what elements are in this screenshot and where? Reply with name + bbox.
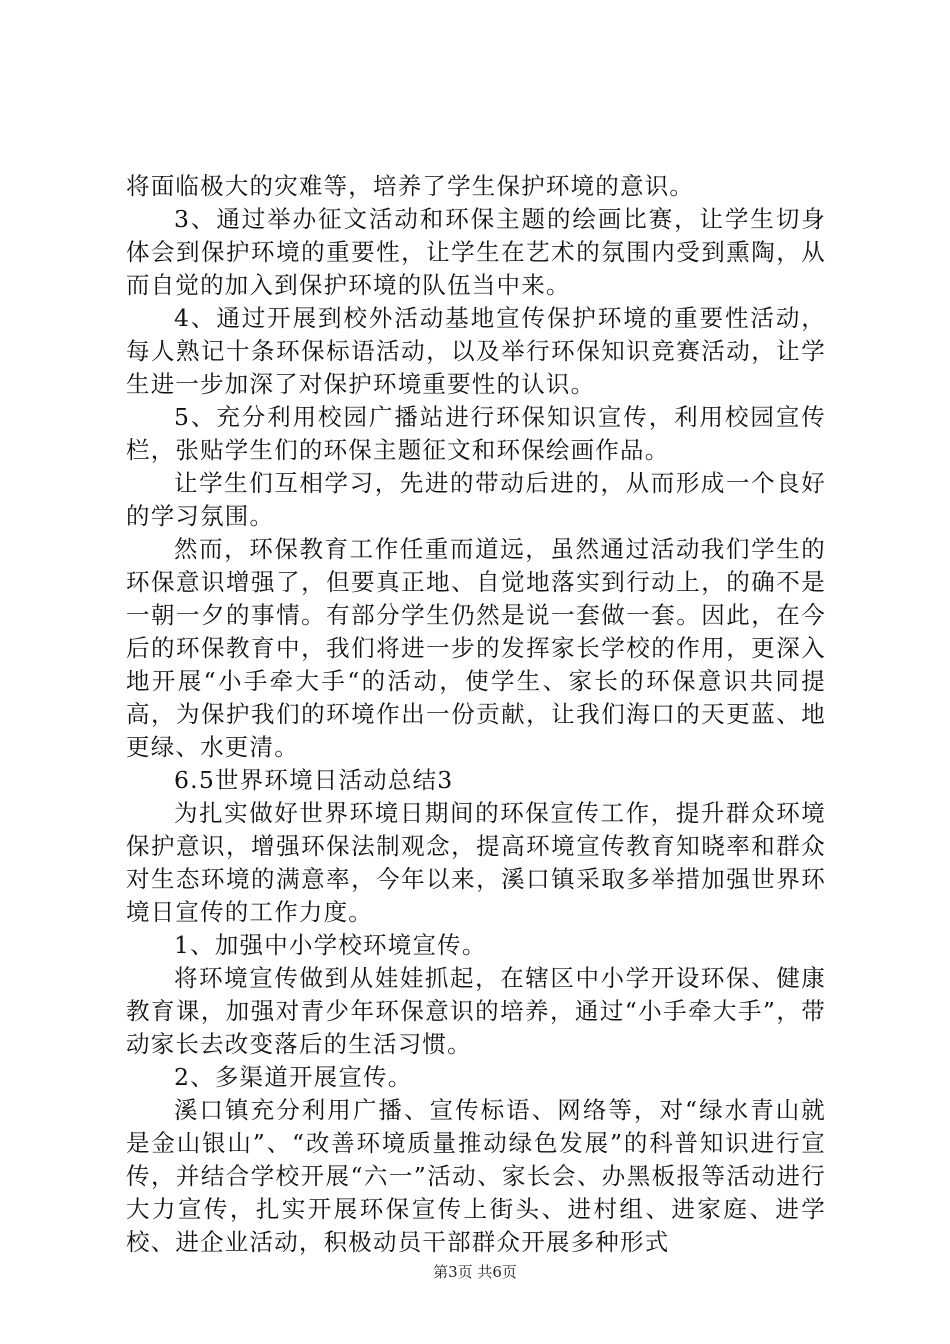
- paragraph-4: 5、充分利用校园广播站进行环保知识宣传，利用校园宣传栏，张贴学生们的环保主题征文和环保绘画作品。: [126, 403, 826, 464]
- paragraph-10: 2、多渠道开展宣传。: [174, 1063, 413, 1091]
- paragraph-9: 将环境宣传做到从娃娃抓起，在辖区中小学开设环保、健康教育课，加强对青少年环保意识的培养，通过“小手牵大手”，带动家长去改变落后的生活习惯。: [126, 964, 826, 1058]
- document-body: [126, 170, 826, 1259]
- paragraph-8: 1、加强中小学校环境宣传。: [174, 931, 487, 959]
- paragraph-11: 溪口镇充分利用广播、宣传标语、网络等，对“绿水青山就是金山银山”、“改善环境质量推动绿色发展”的科普知识进行宣传，并结合学校开展“六一”活动、家长会、办黑板报等活动进行大力宣传，扎实开展环保宣传上街头、进村组、进家庭、进学校、进企业活动，积极动员干部群众开展多种形式: [126, 1096, 826, 1256]
- paragraph-7: 为扎实做好世界环境日期间的环保宣传工作，提升群众环境保护意识，增强环保法制观念，提高环境宣传教育知晓率和群众对生态环境的满意率，今年以来，溪口镇采取多举措加强世界环境日宣传的工作力度。: [126, 799, 826, 926]
- page-footer: 第3页 共6页: [433, 1263, 517, 1281]
- paragraph-3: 4、通过开展到校外活动基地宣传保护环境的重要性活动，每人熟记十条环保标语活动，以及举行环保知识竞赛活动，让学生进一步加深了对保护环境重要性的认识。: [126, 304, 826, 398]
- paragraph-6: 然而，环保教育工作任重而道远，虽然通过活动我们学生的环保意识增强了，但要真正地、自觉地落实到行动上，的确不是一朝一夕的事情。有部分学生仍然是说一套做一套。因此，在今后的环保教育中，我们将进一步的发挥家长学校的作用，更深入地开展“小手牵大手“的活动，使学生、家长的环保意识共同提高，为保护我们的环境作出一份贡献，让我们海口的天更蓝、地更绿、水更清。: [126, 535, 826, 761]
- paragraph-1: 将面临极大的灾难等，培养了学生保护环境的意识。: [126, 172, 695, 200]
- section-heading: 6.5世界环境日活动总结3: [174, 766, 454, 794]
- paragraph-2: 3、通过举办征文活动和环保主题的绘画比赛，让学生切身体会到保护环境的重要性，让学生在艺术的氛围内受到熏陶，从而自觉的加入到保护环境的队伍当中来。: [126, 205, 826, 299]
- paragraph-5: 让学生们互相学习，先进的带动后进的，从而形成一个良好的学习氛围。: [126, 469, 826, 530]
